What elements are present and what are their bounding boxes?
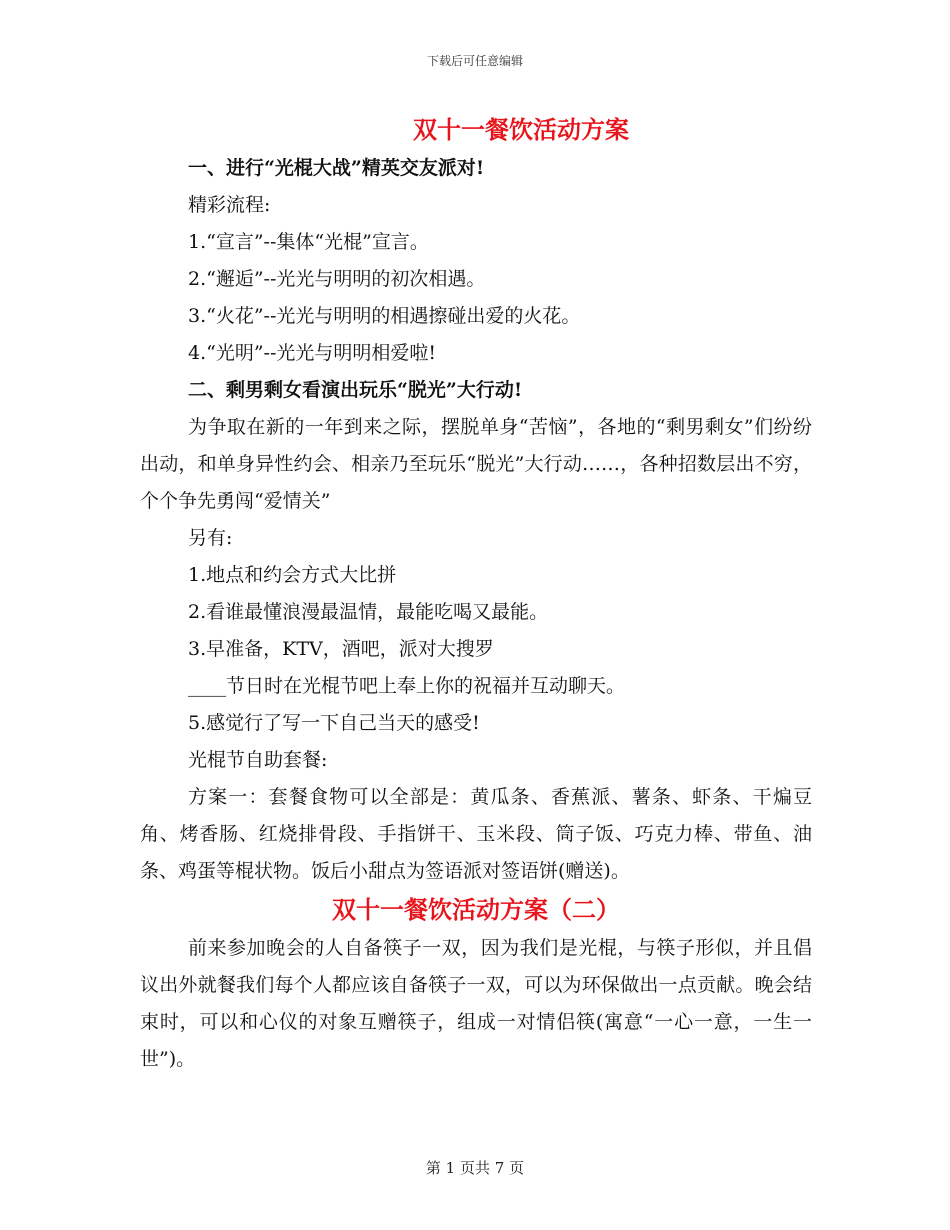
process-label: 精彩流程: xyxy=(188,194,271,216)
buffet-label: 光棍节自助套餐: xyxy=(188,749,328,771)
document-subtitle: 双十一餐饮活动方案（二） xyxy=(332,895,620,924)
list-item: ____节日时在光棍节吧上奉上你的祝福并互动聊天。 xyxy=(188,675,626,697)
list-item: 3.早准备，KTV，酒吧，派对大搜罗 xyxy=(188,638,494,660)
list-item: 1.地点和约会方式大比拼 xyxy=(188,564,397,586)
also-label: 另有: xyxy=(188,527,233,549)
page-header-note: 下载后可任意编辑 xyxy=(426,54,523,68)
section-heading-1: 一、进行“光棍大战”精英交友派对! xyxy=(188,157,485,179)
list-item: 4.“光明”--光光与明明相爱啦! xyxy=(188,342,437,364)
list-item: 2.“邂逅”--光光与明明的初次相遇。 xyxy=(188,268,486,290)
list-item: 1.“宣言”--集体“光棍”宣言。 xyxy=(188,231,429,253)
list-item: 2.看谁最懂浪漫最温情，最能吃喝又最能。 xyxy=(188,601,549,623)
paragraph: 方案一：套餐食物可以全部是：黄瓜条、香蕉派、薯条、虾条、干煸豆角、烤香肠、红烧排骨段、手指饼干、玉米段、筒子饭、巧克力棒、带鱼、油条、鸡蛋等棍状物。饭后小甜点为签语派对签语饼(赠送)。 xyxy=(140,786,812,882)
section-heading-2: 二、剩男剩女看演出玩乐“脱光”大行动! xyxy=(188,379,523,401)
document-title: 双十一餐饮活动方案 xyxy=(413,115,629,144)
list-item: 3.“火花”--光光与明明的相遇擦碰出爱的火花。 xyxy=(188,305,581,327)
page-number: 第 1 页共 7 页 xyxy=(425,1159,525,1177)
paragraph: 前来参加晚会的人自备筷子一双，因为我们是光棍，与筷子形似，并且倡议出外就餐我们每个人都应该自备筷子一双，可以为环保做出一点贡献。晚会结束时，可以和心仪的对象互赠筷子，组成一对情侣筷(寓意“一心一意，一生一世”)。 xyxy=(140,937,812,1070)
paragraph: 为争取在新的一年到来之际，摆脱单身“苦恼”，各地的“剩男剩女”们纷纷出动，和单身异性约会、相亲乃至玩乐“脱光”大行动……，各种招数层出不穷，个个争先勇闯“爱情关” xyxy=(140,416,812,512)
document-body xyxy=(140,110,812,1078)
list-item: 5.感觉行了写一下自己当天的感受! xyxy=(188,712,480,734)
